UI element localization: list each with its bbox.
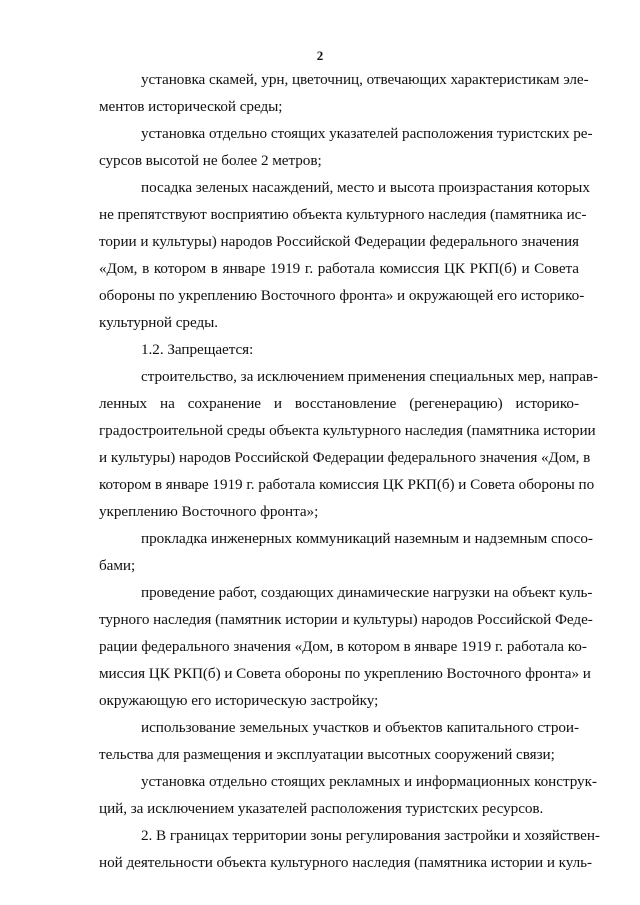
text-line: установка отдельно стоящих рекламных и информационных конструк- (141, 773, 597, 790)
text-line: турного наследия (памятник истории и культуры) народов Российской Феде- (99, 611, 593, 628)
text-line: миссия ЦК РКП(б) и Совета обороны по укреплению Восточного фронта» и (99, 665, 591, 682)
text-line: 2. В границах территории зоны регулирования застройки и хозяйствен- (141, 827, 600, 844)
text-line: бами; (99, 557, 136, 574)
text-line: строительство, за исключением применения специальных мер, направ- (141, 368, 599, 385)
text-line: тельства для размещения и эксплуатации высотных сооружений связи; (99, 746, 555, 763)
text-line: котором в январе 1919 г. работала комиссия ЦК РКП(б) и Совета обороны по (99, 476, 595, 493)
text-line: и культуры) народов Российской Федерации федерального значения «Дом, в (99, 449, 591, 466)
text-line: обороны по укреплению Восточного фронта» и окружающей его историко- (99, 287, 585, 304)
text-line: «Дом, в котором в январе 1919 г. работала комиссия ЦК РКП(б) и Совета (99, 260, 579, 277)
text-line: сурсов высотой не более 2 метров; (99, 152, 322, 169)
text-line: окружающую его историческую застройку; (99, 692, 379, 709)
section-heading: 1.2. Запрещается: (141, 341, 254, 358)
text-line: посадка зеленых насаждений, место и высота произрастания которых (141, 179, 590, 196)
text-line: градостроительной среды объекта культурного наследия (памятника истории (99, 422, 596, 439)
text-line: не препятствуют восприятию объекта культурного наследия (памятника ис- (99, 206, 587, 223)
text-line: проведение работ, создающих динамические нагрузки на объект куль- (141, 584, 593, 601)
text-line: установка отдельно стоящих указателей расположения туристских ре- (141, 125, 593, 142)
text-line: использование земельных участков и объектов капитального строи- (141, 719, 579, 736)
text-line: ментов исторической среды; (99, 98, 283, 115)
text-line: культурной среды. (99, 314, 219, 331)
text-line: тории и культуры) народов Российской Федерации федерального значения (99, 233, 579, 250)
text-line: ной деятельности объекта культурного наследия (памятника истории и куль- (99, 854, 593, 871)
text-line: укреплению Восточного фронта»; (99, 503, 319, 520)
text-line: ций, за исключением указателей расположения туристских ресурсов. (99, 800, 544, 817)
text-line: установка скамей, урн, цветочниц, отвечающих характеристикам эле- (141, 71, 589, 88)
text-line: рации федерального значения «Дом, в котором в январе 1919 г. работала ко- (99, 638, 587, 655)
text-line: прокладка инженерных коммуникаций наземным и надземным спосо- (141, 530, 593, 547)
page-number: 2 (316, 48, 324, 63)
text-line: ленных на сохранение и восстановление (регенерацию) историко- (99, 395, 579, 412)
